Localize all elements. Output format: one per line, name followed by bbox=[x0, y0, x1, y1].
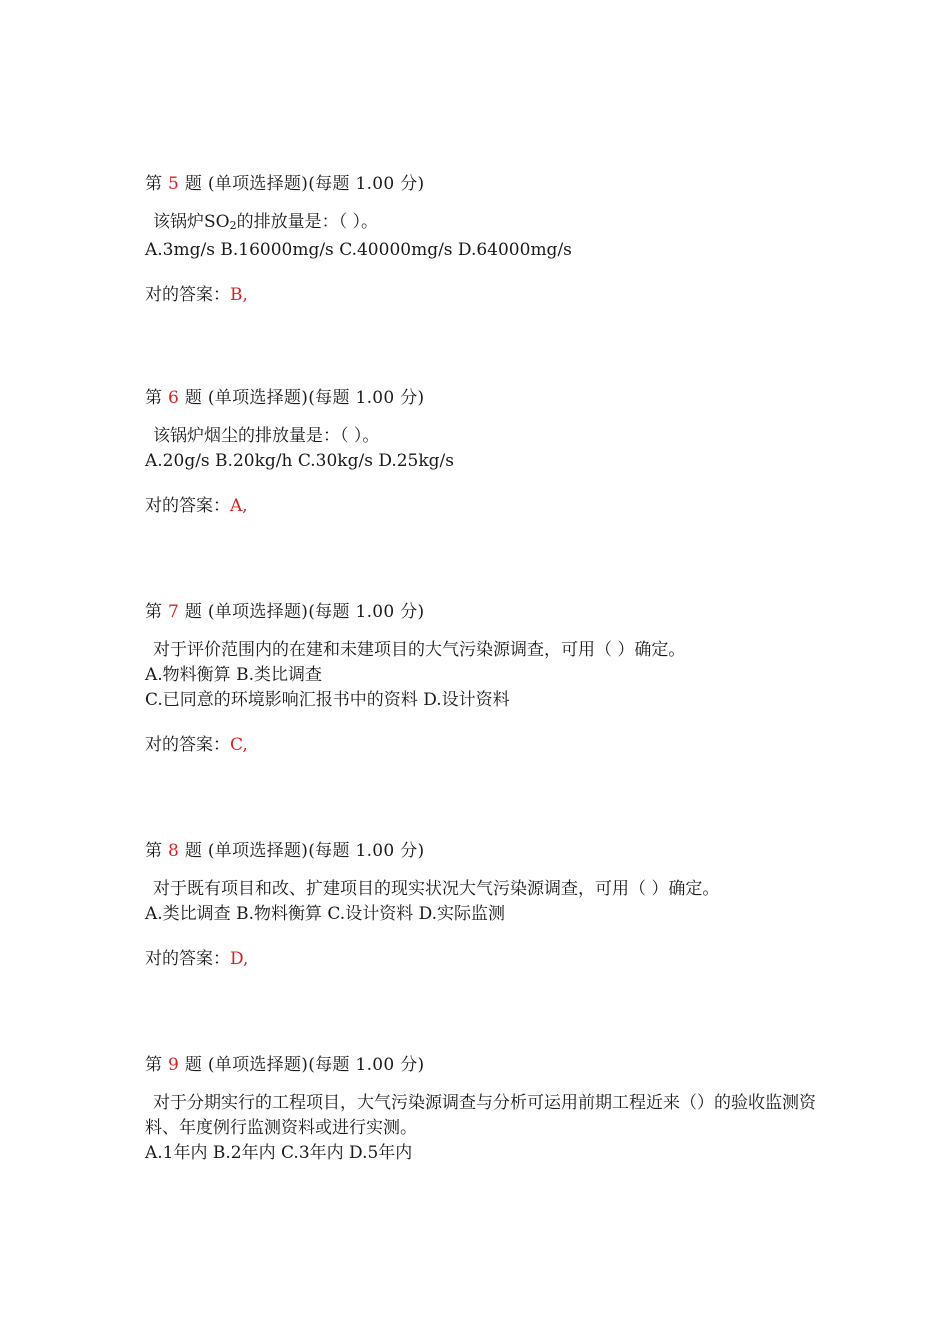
question-prefix: 第 bbox=[145, 388, 163, 408]
answer-label: 对的答案： bbox=[145, 496, 230, 516]
question-5 bbox=[145, 172, 825, 307]
question-header bbox=[145, 839, 825, 863]
answer-line bbox=[145, 283, 825, 307]
question-stem bbox=[145, 210, 825, 238]
answer-value: B, bbox=[230, 285, 248, 305]
question-header bbox=[145, 600, 825, 624]
question-stem: 对于分期实行的工程项目，大气污染源调查与分析可运用前期工程近来（）的验收监测资料、年度例行监测资料或进行实测。 bbox=[145, 1093, 816, 1138]
question-number: 8 bbox=[168, 841, 180, 861]
question-number: 9 bbox=[168, 1055, 180, 1075]
question-type: 题 (单项选择题)(每题 1.00 分) bbox=[184, 1055, 425, 1075]
options-line: A.1年内 B.2年内 C.3年内 D.5年内 bbox=[145, 1143, 413, 1163]
question-stem: 该锅炉烟尘的排放量是：（ ）。 bbox=[153, 426, 380, 446]
question-type: 题 (单项选择题)(每题 1.00 分) bbox=[184, 174, 425, 194]
question-stem: 对于评价范围内的在建和未建项目的大气污染源调查，可用（ ）确定。 bbox=[153, 640, 686, 660]
question-options bbox=[145, 449, 825, 474]
answer-value: D, bbox=[230, 949, 249, 969]
stem-part-before: 该锅炉SO bbox=[153, 212, 230, 232]
answer-label: 对的答案： bbox=[145, 285, 230, 305]
question-type: 题 (单项选择题)(每题 1.00 分) bbox=[184, 388, 425, 408]
question-6 bbox=[145, 386, 825, 518]
question-prefix: 第 bbox=[145, 841, 163, 861]
question-number: 5 bbox=[168, 174, 180, 194]
question-header bbox=[145, 1053, 825, 1077]
options-line: A.20g/s B.20kg/h C.30kg/s D.25kg/s bbox=[145, 451, 455, 471]
answer-line bbox=[145, 733, 825, 757]
options-line: A.类比调查 B.物料衡算 C.设计资料 D.实际监测 bbox=[145, 904, 506, 924]
question-type: 题 (单项选择题)(每题 1.00 分) bbox=[184, 602, 425, 622]
answer-line bbox=[145, 494, 825, 518]
answer-value: C, bbox=[230, 735, 248, 755]
options-line: A.3mg/s B.16000mg/s C.40000mg/s D.64000mg/s bbox=[145, 240, 572, 260]
question-options bbox=[145, 902, 825, 927]
answer-line bbox=[145, 947, 825, 971]
question-number: 7 bbox=[168, 602, 180, 622]
answer-label: 对的答案： bbox=[145, 949, 230, 969]
question-7 bbox=[145, 600, 825, 757]
question-prefix: 第 bbox=[145, 602, 163, 622]
question-type: 题 (单项选择题)(每题 1.00 分) bbox=[184, 841, 425, 861]
answer-label: 对的答案： bbox=[145, 735, 230, 755]
question-options bbox=[145, 1141, 825, 1166]
answer-value: A, bbox=[230, 496, 248, 516]
question-options bbox=[145, 238, 825, 263]
question-9 bbox=[145, 1053, 825, 1166]
question-prefix: 第 bbox=[145, 1055, 163, 1075]
question-header bbox=[145, 172, 825, 196]
stem-subscript: 2 bbox=[229, 219, 237, 232]
question-stem: 对于既有项目和改、扩建项目的现实状况大气污染源调查，可用（ ）确定。 bbox=[153, 879, 720, 899]
question-prefix: 第 bbox=[145, 174, 163, 194]
options-line: A.物料衡算 B.类比调查 bbox=[145, 665, 322, 685]
stem-part-after: 的排放量是：（ ）。 bbox=[236, 212, 378, 232]
question-options bbox=[145, 663, 825, 713]
question-number: 6 bbox=[168, 388, 180, 408]
options-line: C.已同意的环境影响汇报书中的资料 D.设计资料 bbox=[145, 690, 510, 710]
question-header bbox=[145, 386, 825, 410]
question-8 bbox=[145, 839, 825, 971]
